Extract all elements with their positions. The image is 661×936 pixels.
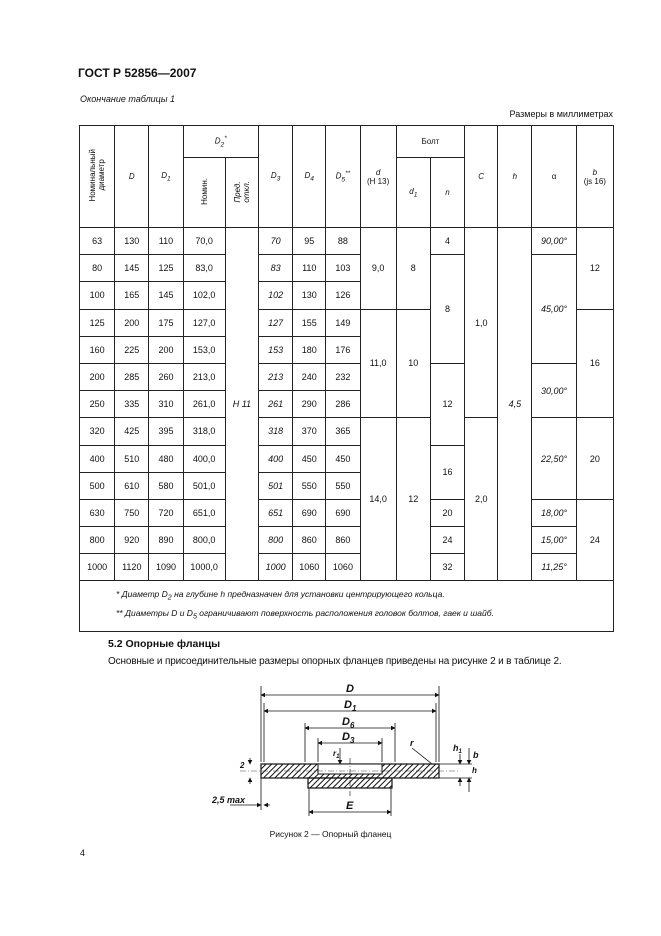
table-row: 400 510 480 400,0 400 450 450 16: [80, 445, 614, 472]
table-row: 250 335 310 261,0 261 290 286: [80, 391, 614, 418]
header-D1: $D_1$: [149, 126, 183, 228]
units-note: Размеры в миллиметрах: [509, 109, 613, 119]
label-D3: $D_3$: [342, 731, 355, 745]
table-row: 80 145 125 83,0 83 110 103 8 45,00°: [80, 255, 614, 282]
header-alpha: α: [532, 126, 576, 228]
label-D6: $D_6$: [342, 716, 355, 730]
flange-drawing: [210, 678, 485, 818]
figure-caption: Рисунок 2 — Опорный фланец: [269, 829, 392, 839]
label-b: b: [473, 750, 479, 760]
header-D2: $D_2^*$: [183, 126, 258, 158]
header-tolerance: Пред. откл.: [225, 158, 258, 228]
note-2: ** Диаметры D и $D_5$ ограничивают поверхность расположения головок болтов, гаек и шайб.: [116, 608, 494, 621]
header-bolt: Болт: [396, 126, 464, 158]
header-d: d (H 13): [360, 126, 396, 228]
table-row: 63 130 110 70,0 H 11 70 95 88 9,0 8 4 1,0 4,5 90,00° 12: [80, 228, 614, 255]
header-D: D: [115, 126, 149, 228]
label-h: h: [472, 766, 477, 775]
header-D3: $D_3$: [258, 126, 292, 228]
header-nominal-value: Номин.: [183, 158, 225, 228]
label-r1: $r_1$: [333, 749, 340, 760]
header-C: C: [465, 126, 498, 228]
section-title: 5.2 Опорные фланцы: [108, 638, 221, 650]
header-b: b (js 16): [576, 126, 613, 228]
table-row: 200 285 260 213,0 213 240 232 12 30,00°: [80, 363, 614, 390]
header-n: n: [430, 158, 464, 228]
dimensions-table: [79, 125, 614, 632]
table-caption: Окончание таблицы 1: [80, 94, 175, 104]
table-row: 500 610 580 501,0 501 550 550: [80, 472, 614, 499]
section-paragraph: Основные и присоединительные размеры опорных фланцев приведены на рисунке 2 и в таблице 2.: [108, 656, 562, 667]
note-1: * Диаметр $D_2$ на глубине h предназначен для установки центрирующего кольца.: [116, 589, 445, 603]
table-row: 1000 1120 1090 1000,0 1000 1060 1060 32 11,25°: [80, 554, 614, 581]
document-id: ГОСТ Р 52856—2007: [78, 66, 197, 80]
label-h1: $h_1$: [453, 743, 462, 755]
table-row: 320 425 395 318,0 318 370 365 14,0 12 2,0 22,50° 20: [80, 418, 614, 445]
label-E: E: [346, 800, 354, 812]
table-row: 800 920 890 800,0 800 860 860 24 15,00°: [80, 527, 614, 554]
header-d1: $d_1$: [396, 158, 430, 228]
table-row: 125 200 175 127,0 127 155 149 11,0 10 16: [80, 309, 614, 336]
table-row: 630 750 720 651,0 651 690 690 20 18,00° 24: [80, 499, 614, 526]
header-D5: $D_5^{**}$: [326, 126, 360, 228]
label-D1: $D_1$: [344, 699, 357, 713]
label-two: 2: [240, 761, 245, 770]
table-notes: [80, 581, 614, 631]
label-D: D: [346, 683, 354, 695]
header-D4: $D_4$: [293, 126, 326, 228]
table-row: 160 225 200 153,0 153 180 176: [80, 336, 614, 363]
header-nominal: Номинальный диаметр: [80, 126, 115, 228]
header-h: h: [498, 126, 532, 228]
label-max: 2,5 max: [212, 795, 246, 805]
table-row: 100 165 145 102,0 102 130 126: [80, 282, 614, 309]
page-number: 4: [80, 848, 86, 858]
label-r: r: [410, 738, 414, 748]
